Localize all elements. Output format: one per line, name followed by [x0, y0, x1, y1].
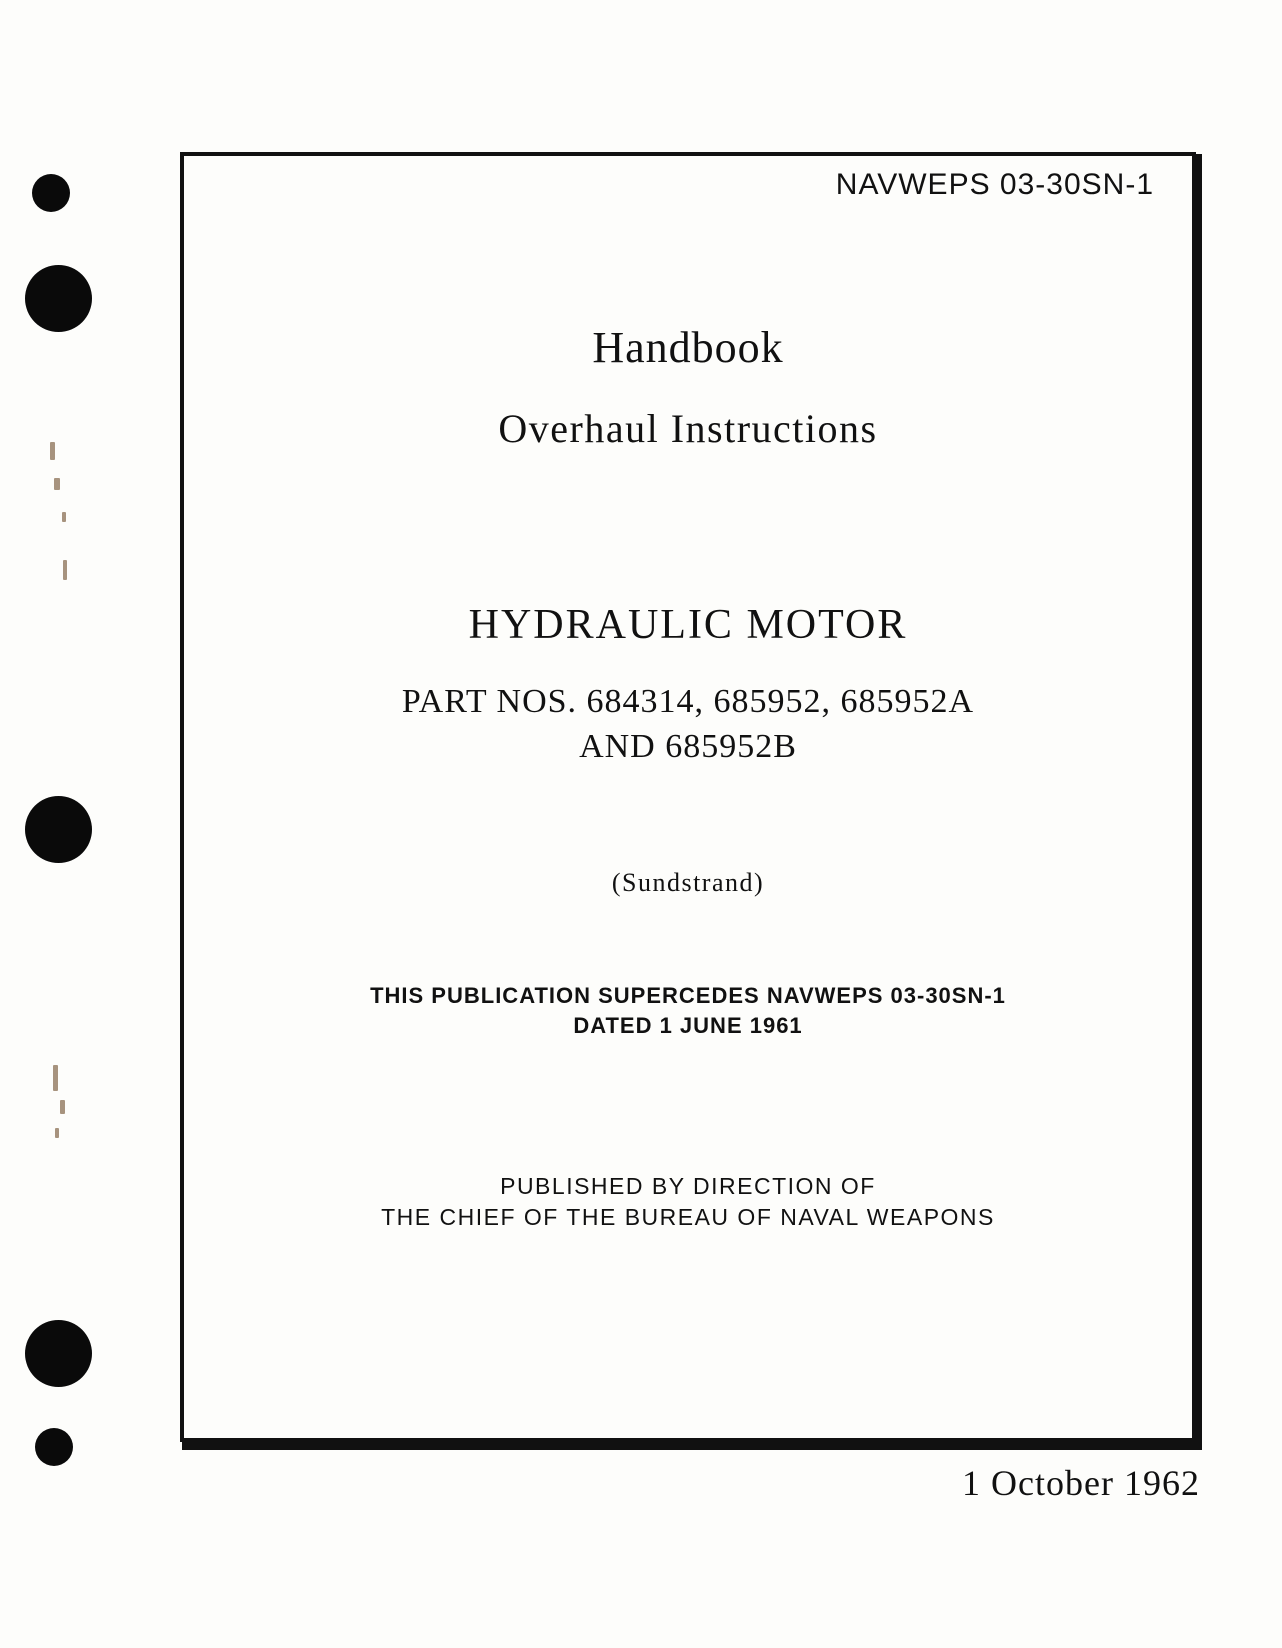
- binder-hole-1: [32, 174, 70, 212]
- supersedes-notice-line-1: THIS PUBLICATION SUPERCEDES NAVWEPS 03-30SN-1: [370, 983, 1006, 1008]
- page-border-shadow-right: [1196, 154, 1202, 1450]
- supersedes-notice-line-2: DATED 1 JUNE 1961: [573, 1013, 803, 1038]
- paper-speck: [55, 1128, 59, 1138]
- binder-hole-2: [25, 265, 92, 332]
- binder-hole-3: [25, 796, 92, 863]
- binder-hole-5: [35, 1428, 73, 1466]
- paper-speck: [54, 478, 60, 490]
- title-overhaul-instructions: Overhaul Instructions: [498, 406, 878, 451]
- title-handbook: Handbook: [592, 323, 784, 372]
- issue-date: 1 October 1962: [962, 1463, 1200, 1503]
- page-border-shadow-bottom: [182, 1442, 1202, 1450]
- paper-speck: [60, 1100, 65, 1114]
- publisher-line-1: PUBLISHED BY DIRECTION OF: [500, 1173, 876, 1199]
- document-number: NAVWEPS 03-30SN-1: [835, 168, 1154, 201]
- manufacturer: (Sundstrand): [611, 868, 765, 897]
- paper-speck: [62, 512, 66, 522]
- part-numbers-line-2: AND 685952B: [579, 728, 797, 765]
- title-component: HYDRAULIC MOTOR: [468, 602, 908, 648]
- paper-speck: [63, 560, 67, 580]
- part-numbers-line-1: PART NOS. 684314, 685952, 685952A: [401, 683, 975, 720]
- binder-hole-4: [25, 1320, 92, 1387]
- paper-speck: [53, 1065, 58, 1091]
- paper-speck: [50, 442, 55, 460]
- publisher-line-2: THE CHIEF OF THE BUREAU OF NAVAL WEAPONS: [381, 1204, 995, 1230]
